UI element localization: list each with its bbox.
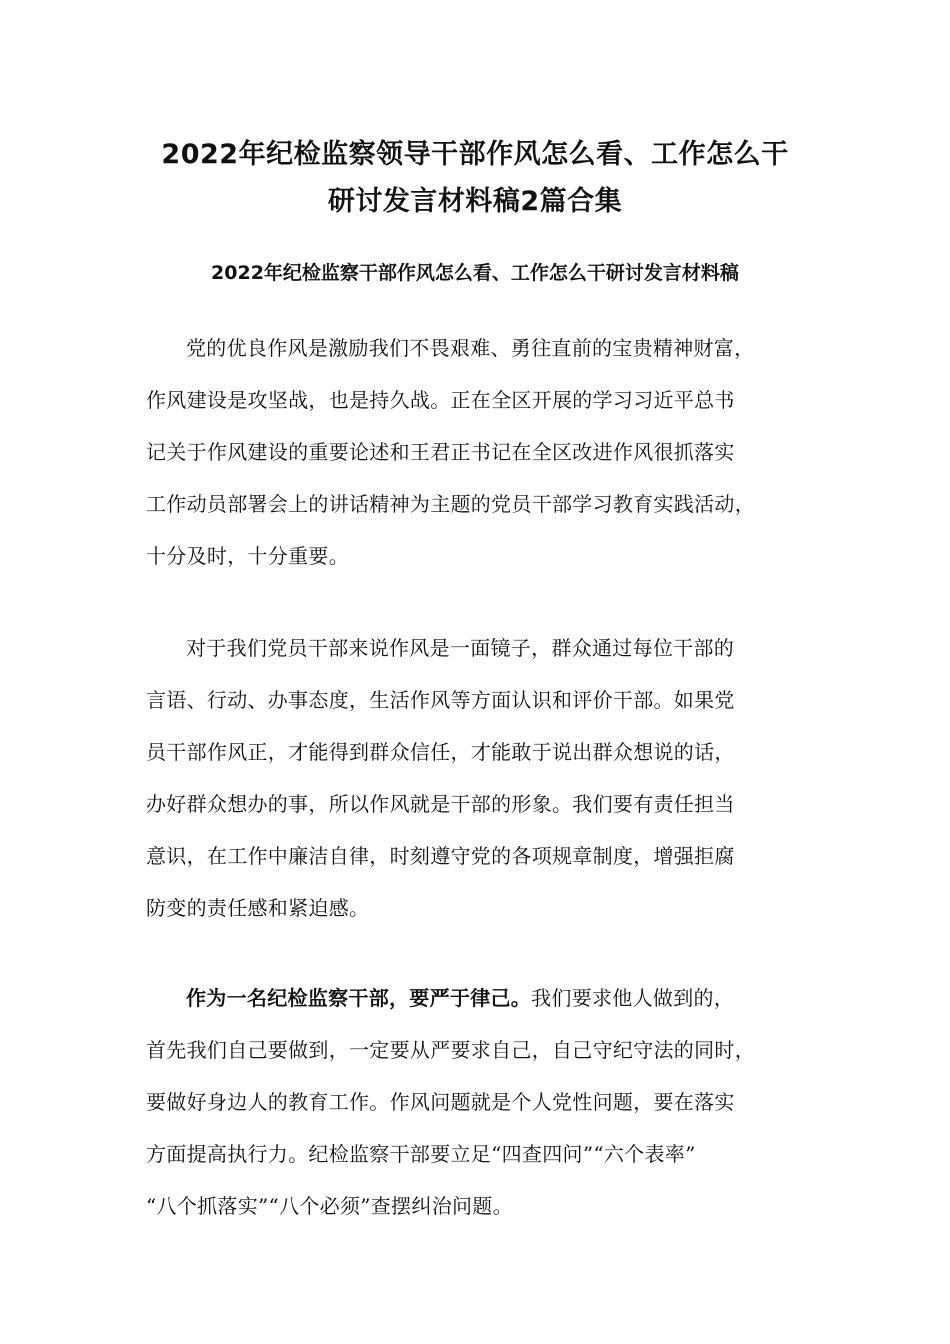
document-title-line-1: 2022年纪检监察领导干部作风怎么看、工作怎么干 [161, 139, 789, 170]
paragraph-line: 员干部作风正，才能得到群众信任，才能敢于说出群众想说的话， [146, 740, 735, 764]
paragraph-line: 对于我们党员干部来说作风是一面镜子，群众通过每位干部的 [186, 636, 735, 660]
paragraph-text: 我们要求他人做到的， [531, 986, 735, 1010]
paragraph-line: 工作动员部署会上的讲话精神为主题的党员干部学习教育实践活动， [146, 492, 755, 516]
bold-lead-sentence: 作为一名纪检监察干部，要严于律己。 [186, 986, 532, 1010]
paragraph-line [146, 972, 826, 1024]
paragraph-line: 办好群众想办的事，所以作风就是干部的形象。我们要有责任担当 [146, 792, 735, 816]
paragraph-line: 记关于作风建设的重要论述和王君正书记在全区改进作风很抓落实 [146, 440, 735, 464]
paragraph-1 [146, 322, 826, 582]
paragraph-3 [146, 972, 826, 1232]
paragraph-line: 方面提高执行力。纪检监察干部要立足“四查四问”“六个表率” [146, 1142, 696, 1166]
section-heading: 2022年纪检监察干部作风怎么看、工作怎么干研讨发言材料稿 [211, 262, 739, 284]
document-title-line-2: 研讨发言材料稿2篇合集 [327, 186, 623, 217]
paragraph-line: 言语、行动、办事态度，生活作风等方面认识和评价干部。如果党 [146, 688, 735, 712]
paragraph-line: 首先我们自己要做到，一定要从严要求自己，自己守纪守法的同时， [146, 1038, 755, 1062]
paragraph-line: 党的优良作风是激励我们不畏艰难、勇往直前的宝贵精神财富， [186, 336, 755, 360]
paragraph-line: “八个抓落实”“八个必须”查摆纠治问题。 [146, 1194, 513, 1218]
paragraph-line: 十分及时，十分重要。 [146, 544, 349, 568]
paragraph-2 [146, 622, 826, 934]
paragraph-line: 作风建设是攻坚战，也是持久战。正在全区开展的学习习近平总书 [146, 388, 735, 412]
paragraph-line: 要做好身边人的教育工作。作风问题就是个人党性问题，要在落实 [146, 1090, 735, 1114]
paragraph-line: 防变的责任感和紧迫感。 [146, 896, 370, 920]
paragraph-line: 意识，在工作中廉洁自律，时刻遵守党的各项规章制度，增强拒腐 [146, 844, 735, 868]
